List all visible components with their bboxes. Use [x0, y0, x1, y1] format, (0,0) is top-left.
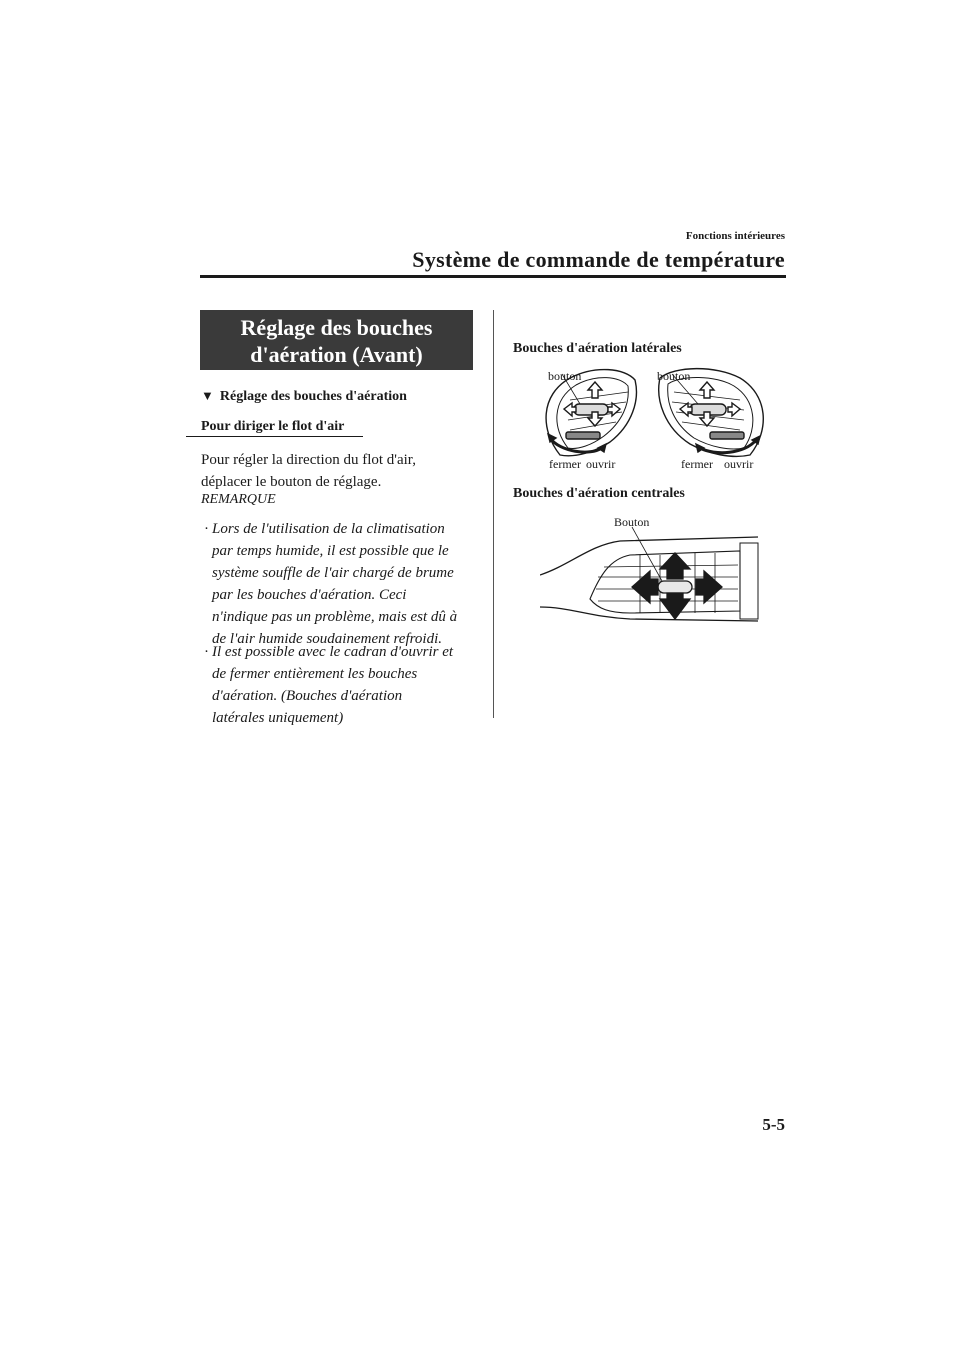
direction-title: Pour diriger le flot d'air — [201, 419, 345, 434]
subheading-text: Réglage des bouches d'aération — [219, 389, 407, 404]
note-line: Il est possible avec le cadran d'ouvrir et — [212, 644, 454, 660]
bullet-icon: · — [204, 644, 209, 660]
section-title-line1: Réglage des bouches — [240, 315, 433, 340]
note-line: d'aération. (Bouches d'aération — [212, 688, 403, 704]
body-line: déplacer le bouton de réglage. — [201, 474, 382, 490]
remark-note-2 — [204, 641, 482, 729]
section-title-box — [200, 310, 473, 370]
note-line: Lors de l'utilisation de la climatisation — [212, 521, 445, 537]
remark-label: REMARQUE — [201, 492, 276, 507]
header-divider — [200, 275, 786, 278]
direction-body — [201, 449, 481, 493]
direction-underline — [186, 436, 363, 437]
note-line: système souffle de l'air chargé de brume — [212, 565, 454, 581]
note-line: latérales uniquement) — [212, 710, 344, 726]
close-label-left: fermer — [549, 457, 581, 471]
note-line: n'indique pas un problème, mais est dû à — [212, 609, 458, 625]
page-title: Système de commande de température — [412, 247, 785, 272]
bullet-icon: · — [204, 521, 209, 537]
chapter-label: Fonctions intérieures — [685, 230, 785, 242]
open-label-left: ouvrir — [586, 457, 616, 471]
knob-label-right: bouton — [657, 369, 691, 383]
section-title-line2: d'aération (Avant) — [250, 342, 423, 367]
remark-note-1 — [204, 518, 482, 650]
lateral-vents-title: Bouches d'aération latérales — [513, 341, 682, 356]
central-knob-label: Bouton — [614, 515, 650, 529]
note-line: de l'air humide soudainement refroidi. — [212, 631, 442, 647]
central-vents-title: Bouches d'aération centrales — [513, 486, 685, 501]
central-vent — [540, 527, 758, 621]
note-line: par les bouches d'aération. Ceci — [212, 587, 407, 603]
note-line: de fermer entièrement les bouches — [212, 666, 418, 682]
central-vent-illustration — [540, 515, 760, 630]
body-line: Pour régler la direction du flot d'air, — [201, 452, 416, 468]
close-label-right: fermer — [681, 457, 713, 471]
open-label-right: ouvrir — [724, 457, 754, 471]
note-line: par temps humide, il est possible que le — [212, 543, 449, 559]
page-number: 5-5 — [762, 1115, 785, 1134]
subheading — [201, 388, 407, 405]
column-divider — [493, 310, 494, 718]
triangle-down-icon: ▼ — [201, 388, 214, 403]
knob-label-left: bouton — [548, 369, 582, 383]
